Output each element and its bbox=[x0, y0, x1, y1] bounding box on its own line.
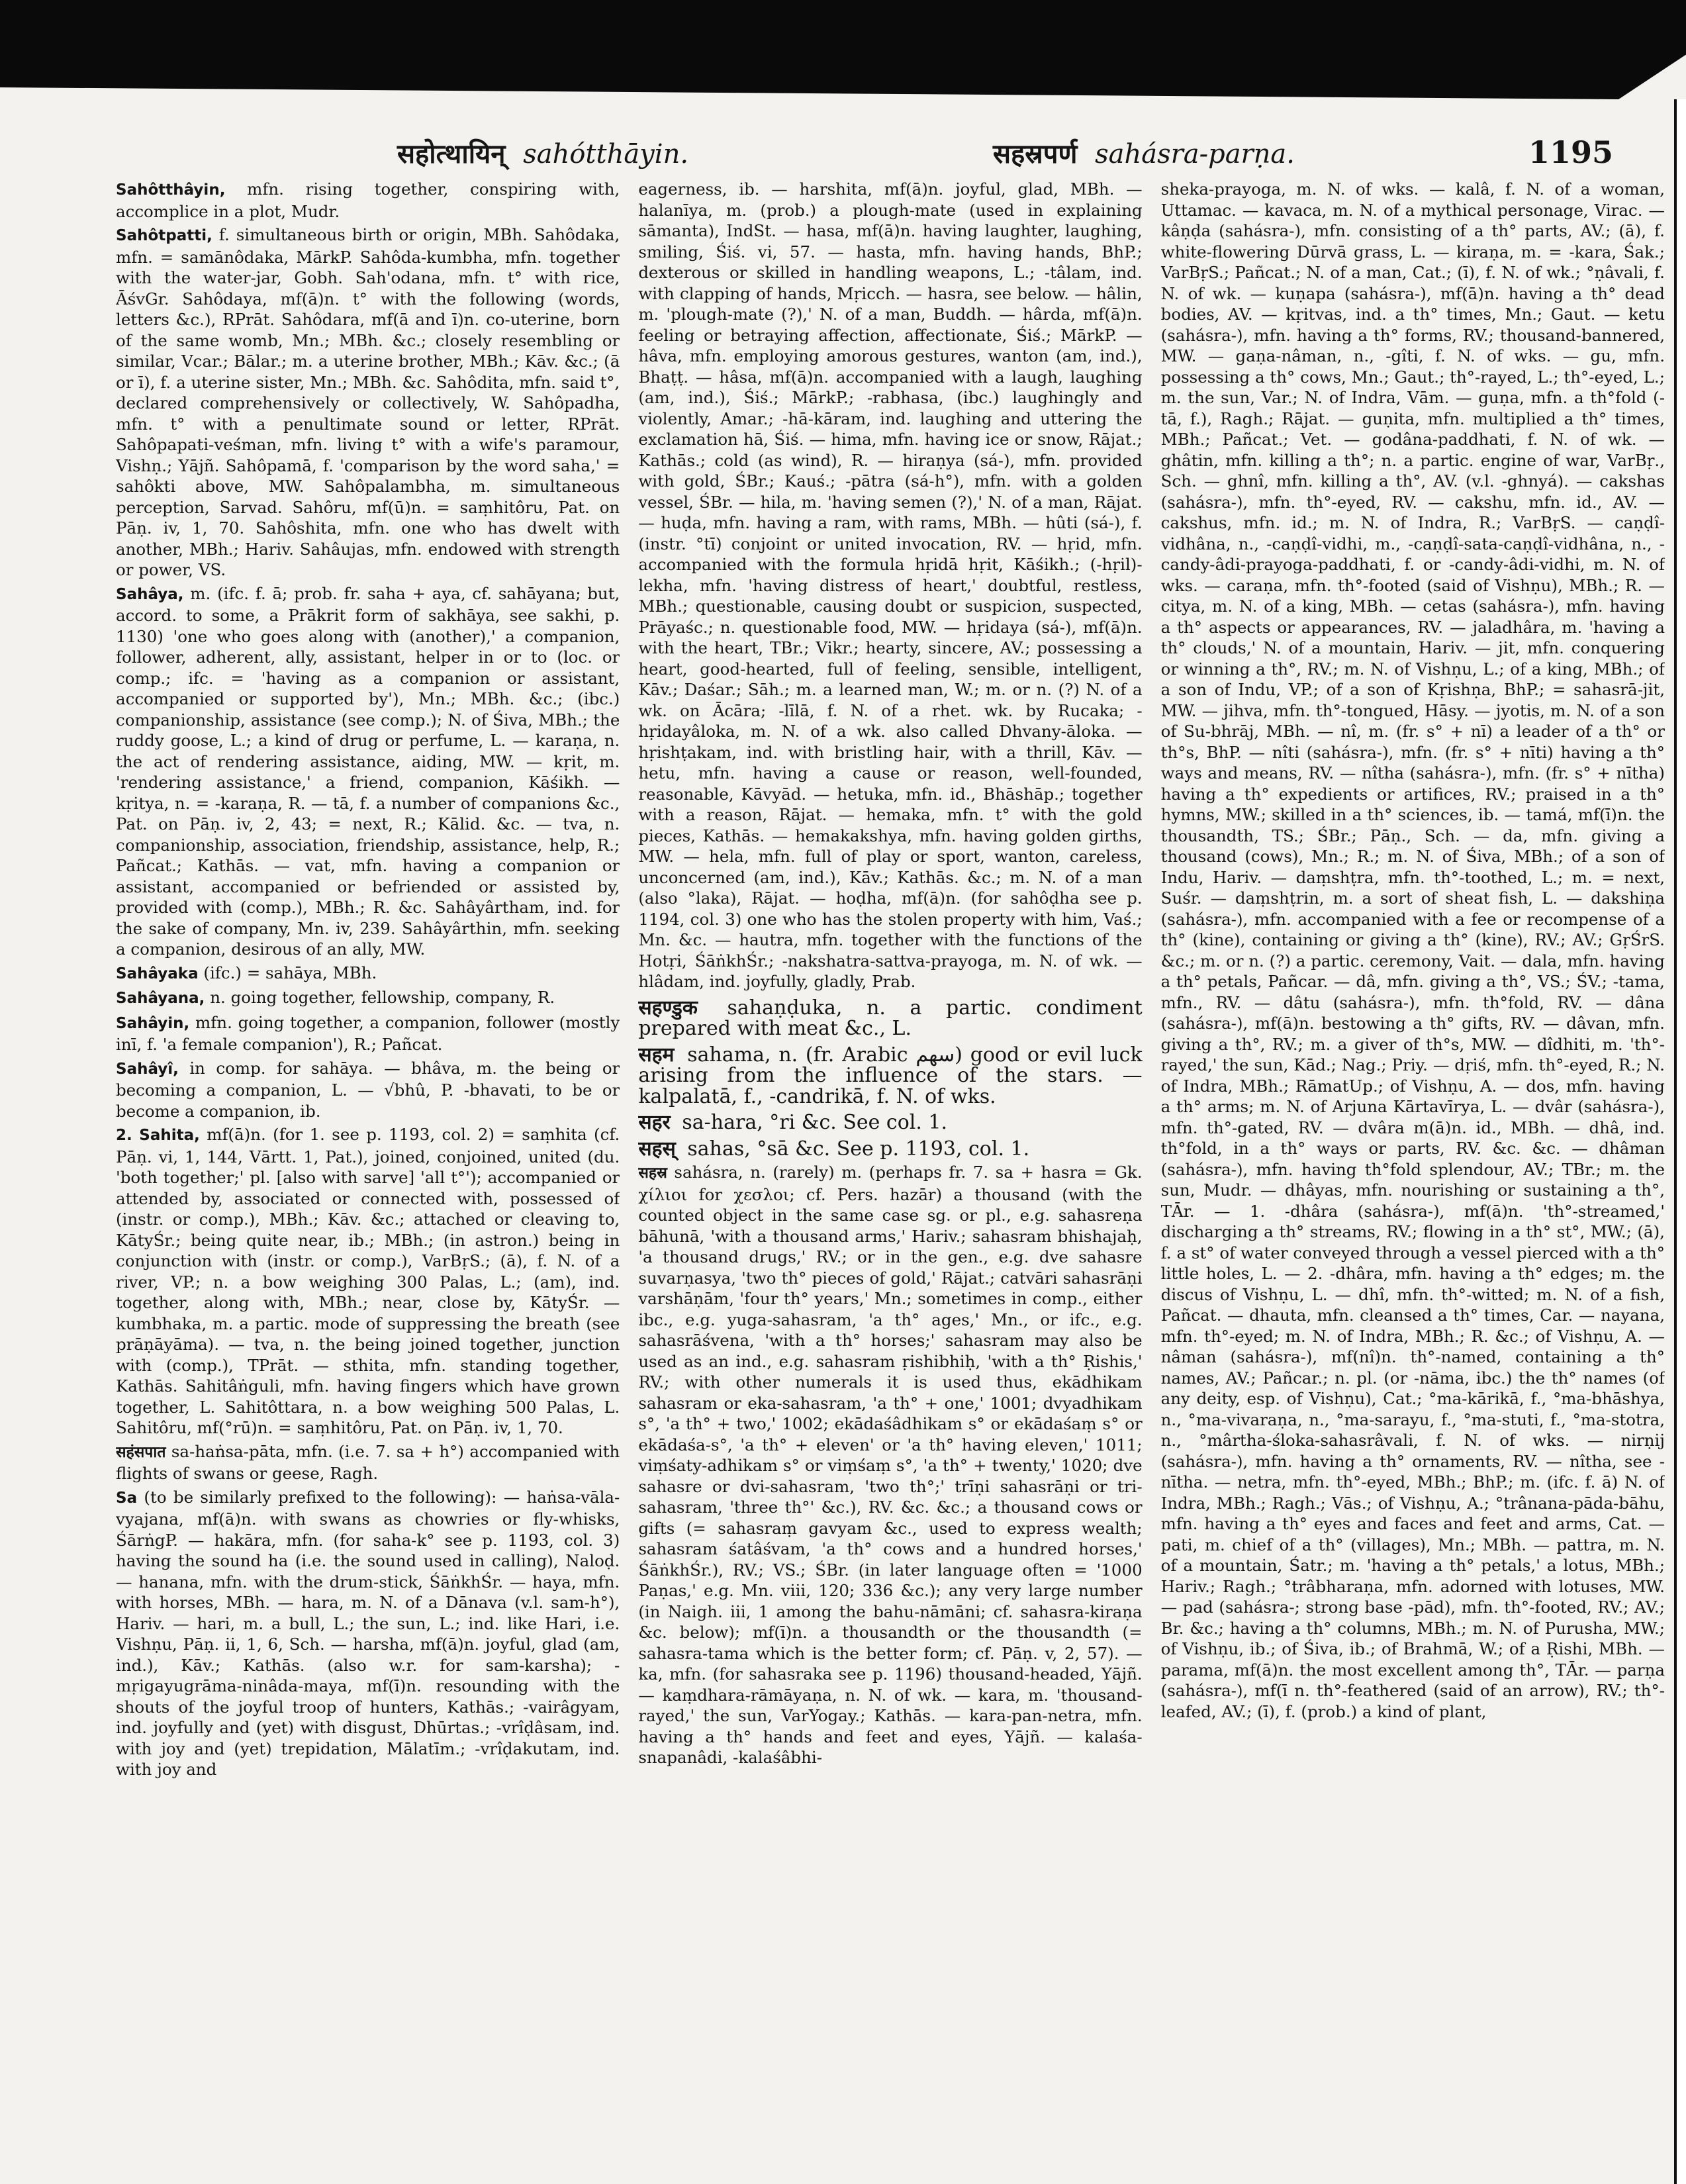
entry-text: sheka-prayoga, m. N. of wks. — kalâ, f. N. of a woman, Uttamac. — kavaca, m. N. of a mythical personage, Virac. — kâṇḍa (sahásra-), mfn. consisting of a th° parts, AV.; (ā), f. white-flowering Dūrvā grass, L. — kiraṇa, m. = -kara, Śak.; VarBṛS.; Pañcat.; N. of a man, Cat.; (ī), f. N. of wk.; °ṇâvali, f. N. of wk. — kuṇapa (sahásra-), mf(ā)n. having a th° dead bodies, AV. — kṛitvas, ind. a th° times, Mn.; Gaut. — ketu (sahásra-), mfn. having a th° forms, RV.; thousand-bannered, MW. — gaṇa-nâman, n., -gîti, f. N. of wks. — gu, mfn. possessing a th° cows, Mn.; Gaut.; th°-rayed, L.; th°-eyed, L.; m. the sun, Var.; N. of Indra, Vām. — guṇa, mfn. a th°fold (-tā, f.), Ragh.; Rājat. — guṇita, mfn. multiplied a th° times, MBh.; Pañcat.; Vet. — godâna-paddhati, f. N. of wk. — ghâtin, mfn. killing a th°; n. a partic. engine of war, VarBṛ., Sch. — ghnî, mfn. killing a th°, AV. (v.l. -ghnyá). — cakshas (sahásra-), mfn. th°-eyed, RV. — cakshu, mfn. id., AV. — cakshus, mfn. id.; m. N. of Indra, R.; VarBṛS. — caṇḍî-vidhâna, n., -caṇḍî-vidhi, m., -caṇḍî-sata-caṇḍî-vidhâna, n., -candy-âdi-prayoga-paddhati, f. or -candy-âdi-vidhi, m. N. of wks. — caraṇa, mfn. th°-footed (said of Vishṇu), MBh.; R. — citya, m. N. of a king, MBh. — cetas (sahásra-), mfn. having a th° aspects or appearances, RV. — jaladhâra, m. 'having a th° clouds,' N. of a mountain, Hariv. — jit, mfn. conquering or winning a th°, RV.; m. N. of Vishṇu, L.; of a king, MBh.; of a son of Indu, VP.; of a son of Kṛishṇa, BhP.; = sahasrā-jit, MW. — jihva, mfn. th°-tongued, Hāsy. — jyotis, m. N. of a son of Su-bhrāj, MBh. — nî, m. (fr. s° + nī) a leader of a th° or th°s, BhP. — nîti (sahásra-), mfn. (fr. s° + nīti) having a th° ways and means, RV. — nîtha (sahásra-), mfn. (fr. s° + nītha) having a th° expedients or artifices, RV.; praised in a th° hymns, MW.; skilled in a th° sciences, ib. — tamá, mf(ī)n. the thousandth, TS.; ŚBr.; Pāṇ., Sch. — da, mfn. giving a thousand (cows), Mn.; R.; m. N. of Śiva, MBh.; of a son of Indu, Hariv. — daṃshṭra, mfn. th°-toothed, L.; m. = next, Suśr. — daṃshṭrin, m. a sort of sheat fish, L. — dakshiṇa (sahásra-), mfn. accompanied with a fee or recompense of a th° (kine), containing or giving a th° (kine), RV.; AV.; GṛŚrS. &c.; m. or n. (?) a partic. ceremony, Vait. — dala, mfn. having a th° petals, Pañcar. — dâ, mfn. giving a th°, VS.; ŚV.; -tama, mfn., RV. — dâtu (sahásra-), mfn. th°fold, RV. — dâna (sahásra-), mf(ā)n. bestowing a th° gifts, RV. — dâvan, mfn. giving a th°, RV.; m. a giver of th°s, MW. — dîdhiti, m. 'th°-rayed,' the sun, Kād.; Nag.; Priy. — dṛiś, mfn. th°-eyed, R.; N. of Indra, MBh.; RāmatUp.; of Vishṇu, A. — dos, mfn. having a th° arms; m. N. of Arjuna Kārtavīrya, L. — dvâr (sahásra-), mfn. th°-gated, RV. — dvâra m(ā)n. id., MBh. — dhâ, ind. th°fold, in a th° ways or parts, RV. &c. &c. — dhâman (sahásra-), mfn. having th°fold splendour, AV.; TBr.; m. the sun, Mudr. — dhâyas, mfn. nourishing or sustaining a th°, TĀr. — 1. -dhâra (sahásra-), mf(ā)n. 'th°-streamed,' discharging a th° streams, RV.; flowing in a th° st°, MW.; (ā), f. a st° of water conveyed through a vessel pierced with a th° little holes, L. — 2. -dhâra, mfn. having a th° edges; m. the discus of Vishṇu, L. — dhî, mfn. th°-witted; m. N. of a fish, Pañcat. — dhauta, mfn. cleansed a th° times, Car. — nayana, mfn. th°-eyed; m. N. of Indra, MBh.; R. &c.; of Vishṇu, A. — nâman (sahásra-), mf(nî)n. th°-named, containing a th° names, AV.; Pañcar.; n. pl. (or -nāma, ibc.) the th° names (of any deity, esp. of Vishṇu), Cat.; °ma-kārikā, f., °ma-bhāshya, n., °ma-vivaraṇa, n., °ma-sarayu, f., °ma-stuti, f., °ma-stotra, n., °mârtha-śloka-sahasrâvali, f. N. of wks. — nirṇij (sahásra-), mfn. having a th° ornaments, RV. — nîtha, see -nītha. — netra, mfn. th°-eyed, MBh.; BhP.; m. (ifc. f. ā) N. of Indra, MBh.; Ragh.; Vās.; of Vishṇu, A.; °trânana-pāda-bāhu, mfn. having a th° eyes and faces and feet and arms, Cat. — pati, m. chief of a th° (villages), Mn.; MBh. — pattra, m. N. of a mountain, Śatr.; m. 'having a th° petals,' a lotus, MBh.; Hariv.; Ragh.; °trâbharaṇa, mfn. adorned with lotuses, MW. — pad (sahásra-; strong base -pād), mfn. th°-footed, RV.; AV.; Br. &c.; having a th° columns, MBh.; m. N. of Purusha, MW.; of Vishṇu, ib.; of Śiva, ib.; of Brahmā, W.; of a Ṛishi, MBh. — parama, mf(ā)n. the most excellent among th°, TĀr. — parṇa (sahásra-), mf(ī n. th°-feathered (said of an arrow), RV.; th°-leafed, AV.; (ī), f. (prob.) a kind of plant, bbox=[1160, 179, 1665, 1721]
dictionary-entry bbox=[116, 179, 620, 222]
entry-headword: सहण्डुक bbox=[638, 996, 698, 1020]
dictionary-entry bbox=[638, 1112, 1142, 1133]
entry-text: n. going together, fellowship, company, R. bbox=[205, 988, 555, 1007]
dictionary-entry bbox=[638, 1139, 1142, 1160]
dictionary-entry bbox=[1161, 179, 1665, 1722]
entry-text: m. (ifc. f. ā; prob. fr. saha + aya, cf. sahāyana; but, accord. to some, a Prākrit form of sakhāya, see sakhi, p. 1130) 'one who goes along with (another),' a companion, follower, adherent, ally, assistant, helper in or to (loc. or comp.; ifc. = 'having as a companion or assistant, accompanied or supported by'), Mn.; MBh. &c.; (ibc.) companionship, assistance (see comp.); N. of Śiva, MBh.; the ruddy goose, L.; a kind of drug or perfume, L. — karaṇa, n. the act of rendering assistance, aiding, MW. — kṛit, m. 'rendering assistance,' a friend, companion, Kāśikh. — kṛitya, n. = -karaṇa, R. — tā, f. a number of companions &c., Pat. on Pāṇ. iv, 2, 43; = next, R.; Kālid. &c. — tva, n. companionship, association, friendship, assistance, help, R.; Pañcat.; Kathās. — vat, mfn. having a companion or assistant, accompanied or befriended or assisted by, provided with (comp.), MBh.; R. &c. Sahâyârtham, ind. for the sake of company, Mn. iv, 239. Sahâyârthin, mfn. seeking a companion, desirous of an ally, MW. bbox=[116, 583, 620, 959]
entry-headword: सहम bbox=[638, 1043, 675, 1067]
dictionary-entry bbox=[116, 1441, 620, 1484]
scan-border-right bbox=[1674, 99, 1686, 2184]
entry-headword: Sahâyin, bbox=[116, 1014, 190, 1032]
entry-headword: सहर bbox=[638, 1111, 671, 1134]
entry-text: sahaṇḍuka, n. a partic. condiment prepared with meat &c., L. bbox=[638, 996, 1143, 1040]
column-2 bbox=[638, 179, 1142, 2165]
entry-text: mfn. rising together, conspiring with, accomplice in a plot, Mudr. bbox=[116, 179, 620, 221]
entry-headword: Sahôtthâyin, bbox=[116, 181, 226, 199]
entry-headword: सहस्र bbox=[638, 1164, 667, 1182]
header-center bbox=[993, 134, 1528, 171]
dictionary-entry bbox=[638, 179, 1142, 992]
entry-text: sahama, n. (fr. Arabic سهم) good or evil luck arising from the influence of the stars. — kalpalatā, f., -candrikā, f. N. of wks. bbox=[638, 1043, 1143, 1108]
entry-headword: Sa bbox=[116, 1489, 138, 1507]
entry-text: sahásra, n. (rarely) m. (perhaps fr. 7. sa + hasra = Gk. χίλιοι for χεσλοι; cf. Pers. hazār) a thousand (with the counted object in the same case sg. or pl., e.g. sahasreṇa bāhunā, 'with a thousand arms,' Hariv.; sahasram bhishajaḥ, 'a thousand drugs,' RV.; or in the gen., e.g. dve sahasre suvarṇasya, 'two th° pieces of gold,' Rājat.; catvāri sahasrāṇi varshāṇām, 'four th° years,' Mn.; sometimes in comp., either ibc., e.g. yuga-sahasram, 'a th° ages,' Mn., or ifc., e.g. sahasrāśvena, 'with a th° horses;' sahasram may also be used as an ind., e.g. sahasram ṛishibhiḥ, 'with a th° Ṛishis,' RV.; with other numerals it is used thus, ekādhikam sahasram or eka-sahasram, 'a th° + one,' 1001; dvyadhikam s°, 'a th° + two,' 1002; ekādaśâdhikam s° or ekādaśaṃ s° or ekādaśa-s°, 'a th° + eleven' or 'a th° having eleven,' 1011; viṃśaty-adhikam s° or viṃśaṃ s°, 'a th° + twenty,' 1020; dve sahasre or dvi-sahasram, 'two th°;' trīṇi sahasrāṇi or tri-sahasram, 'three th°' &c.), RV. &c. &c.; a thousand cows or gifts (= sahasraṃ gavyam &c., used to express wealth; sahasram śatâśvam, 'a th° cows and a hundred horses,' ŚāṅkhŚr.), RV.; VS.; ŚBr. (in later language often = '1000 Paṇas,' e.g. Mn. viii, 120; 336 &c.); any very large number (in Naigh. iii, 1 among the bahu-nāmāni; cf. sahasra-kiraṇa &c. below); mf(ī)n. a thousandth or the thousandth (= sahasra-tama which is the better form; cf. Pāṇ. v, 2, 57). — ka, mfn. (for sahasraka see p. 1196) thousand-headed, Yājñ. — kaṃdhara-rāmāyaṇa, n. N. of wk. — kara, m. 'thousand-rayed,' the sun, VarYogay.; Kathās. — kara-pan-netra, mfn. having a th° hands and feet and eyes, Yājñ. — kalaśa-snapanâdi, -kalaśâbhi- bbox=[638, 1163, 1143, 1767]
column-3 bbox=[1161, 179, 1665, 2165]
entry-text: mfn. going together, a companion, follower (mostly inī, f. 'a female companion'), R.; Pañcat. bbox=[116, 1012, 620, 1054]
dictionary-entry bbox=[116, 1012, 620, 1055]
entry-headword: सहंसपात bbox=[116, 1443, 166, 1461]
entry-headword: Sahâyî, bbox=[116, 1060, 179, 1078]
entry-headword: Sahâya, bbox=[116, 585, 184, 603]
dictionary-entry bbox=[116, 1487, 620, 1780]
column-1 bbox=[116, 179, 620, 2165]
entry-text: sa-haṅsa-pāta, mfn. (i.e. 7. sa + h°) accompanied with flights of swans or geese, Ragh. bbox=[116, 1441, 620, 1483]
entry-headword: सहस् bbox=[638, 1137, 676, 1161]
scan-border-top bbox=[0, 0, 1686, 99]
entry-text: sa-hara, °ri &c. See col. 1. bbox=[675, 1111, 948, 1134]
entry-text: in comp. for sahāya. — bhâva, m. the being or becoming a companion, L. — √bhû, P. -bhavati, to be or become a companion, ib. bbox=[116, 1058, 620, 1121]
entry-headword: Sahâyana, bbox=[116, 990, 205, 1007]
header-center-roman: sahásra-parṇa. bbox=[1095, 138, 1295, 169]
entry-text: f. simultaneous birth or origin, MBh. Sahôdaka, mfn. = samānôdaka, MārkP. Sahôda-kumbha, mfn. together with the water-jar, Gobh. Sah'odana, mfn. t° with rice, ĀśvGr. Sahôdaya, mf(ā)n. t° with the following (words, letters &c.), RPrāt. Sahôdara, mf(ā and ī)n. co-uterine, born of the same womb, Mn.; MBh. &c.; closely resembling or similar, Vcar.; Bālar.; m. a uterine brother, MBh.; Kāv. &c.; (ā or ī), f. a uterine sister, Mn.; MBh. &c. Sahôdita, mfn. said t°, declared comprehensively or collectively, W. Sahôpadha, mfn. t° with a penultimate sound or letter, RPrāt. Sahôpapati-veśman, mfn. living t° with a wife's paramour, Vishṇ.; Yājñ. Sahôpamā, f. 'comparison by the word saha,' = sahôkti above, MW. Sahôpalambha, m. simultaneous perception, Sarvad. Sahôru, mf(ū)n. = saṃhitôru, Pat. on Pāṇ. iv, 1, 70. Sahôshita, mfn. one who has dwelt with another, MBh.; Hariv. Sahâujas, mfn. endowed with strength or power, VS. bbox=[116, 225, 620, 579]
page-number: 1195 bbox=[1528, 134, 1613, 170]
dictionary-entry bbox=[116, 583, 620, 960]
page-header bbox=[397, 126, 1613, 179]
entry-text: (ifc.) = sahāya, MBh. bbox=[198, 963, 377, 982]
header-left-devanagari: सहोत्थायिन् bbox=[397, 138, 506, 169]
header-center-devanagari: सहस्रपर्ण bbox=[993, 138, 1078, 169]
entry-headword: Sahôtpatti, bbox=[116, 227, 212, 244]
dictionary-entry bbox=[116, 963, 620, 985]
entry-text: sahas, °sā &c. See p. 1193, col. 1. bbox=[680, 1137, 1030, 1161]
dictionary-entry bbox=[116, 1124, 620, 1439]
dictionary-entry bbox=[638, 1045, 1142, 1108]
entry-text: (to be similarly prefixed to the following): — haṅsa-vāla-vyajana, mf(ā)n. with swans as chowries or fly-whisks, ŚārṅgP. — hakāra, mfn. (for saha-k° see p. 1193, col. 3) having the sound ha (i.e. the sound used in calling), Naloḍ. — hanana, mfn. with the drum-stick, ŚāṅkhŚr. — haya, mfn. with horses, MBh. — hara, m. N. of a Dānava (v.l. sam-h°), Hariv. — hari, m. a bull, L.; the sun, L.; ind. like Hari, i.e. Vishṇu, Pāṇ. ii, 1, 6, Sch. — harsha, mf(ā)n. joyful, glad (am, ind.), Kāv.; Kathās. (also w.r. for sam-karsha); -mṛigayugrāma-ninâda-maya, mf(ī)n. resounding with the shouts of the joyful troop of hunters, Kathās.; -vairâgyam, ind. joyfully and (yet) with disgust, Dhūrtas.; -vrîḍâsam, ind. with joy and (yet) trepidation, Mālatīm.; -vrîḍakutam, ind. with joy and bbox=[116, 1487, 620, 1779]
dictionary-entry bbox=[638, 1162, 1142, 1768]
dictionary-entry bbox=[116, 224, 620, 581]
header-left bbox=[397, 134, 993, 171]
entry-headword: 2. Sahita, bbox=[116, 1127, 200, 1144]
header-left-roman: sahótthāyin. bbox=[523, 138, 689, 169]
dictionary-entry bbox=[116, 1058, 620, 1122]
dictionary-columns bbox=[116, 179, 1665, 2165]
entry-text: eagerness, ib. — harshita, mf(ā)n. joyful, glad, MBh. — halanīya, m. (prob.) a plough-mate (used in explaining sāmanta), IndSt. — hasa, mf(ā)n. having laughter, laughing, smiling, Śiś. vi, 57. — hasta, mfn. having hands, BhP.; dexterous or skilled in handling weapons, L.; -tâlam, ind. with clapping of hands, Mṛicch. — hasra, see below. — hâlin, m. 'plough-mate (?),' N. of a man, Buddh. — hârda, mf(ā)n. feeling or betraying affection, affectionate, Śiś.; MārkP. — hâva, mfn. employing amorous gestures, wanton (am, ind.), Bhaṭṭ. — hâsa, mf(ā)n. accompanied with a laugh, laughing (am, ind.), Śiś.; MārkP.; -rabhasa, (ibc.) laughingly and violently, Amar.; -hā-kāram, ind. laughing and uttering the exclamation hā, Śiś. — hima, mfn. having ice or snow, Rājat.; Kathās.; cold (as wind), R. — hiraṇya (sá-), mfn. provided with gold, ŚBr.; Kauś.; -pātra (sá-h°), mfn. with a golden vessel, ŚBr. — hila, m. 'having semen (?),' N. of a man, Rājat. — huḍa, mfn. having a ram, with rams, MBh. — hûti (sá-), f. (instr. °tī) conjoint or united invocation, RV. — hṛid, mfn. accompanied with the formula hṛidā hṛit, Kāśikh.; (-hṛil)-lekha, mfn. 'having distress of heart,' doubtful, restless, MBh.; questionable, causing doubt or suspicion, suspected, Prāyaśc.; n. questionable food, MW. — hṛidaya (sá-), mf(ā)n. with the heart, TBr.; Vikr.; hearty, sincere, AV.; possessing a heart, good-hearted, full of feeling, sensible, intelligent, Kāv.; Daśar.; Sāh.; m. a learned man, W.; m. or n. (?) N. of a wk. on Ācāra; -līlā, f. N. of a rhet. wk. by Rucaka; -hṛidayâloka, m. N. of a wk. also called Dhvany-āloka. — hṛishṭakam, ind. with bristling hair, with a thrill, Kāv. — hetu, mfn. having a cause or reason, well-founded, reasonable, Kāvyād. — hetuka, mfn. id., Bhāshāp.; together with a reason, Rājat. — hemaka, mfn. t° with the gold pieces, Kathās. — hemakakshya, mfn. having golden girths, MW. — hela, mfn. full of play or sport, wanton, careless, unconcerned (am, ind.), Kāv.; Kathās. &c.; m. N. of a man (also °laka), Rājat. — hoḍha, mf(ā)n. (for sahôḍha see p. 1194, col. 3) one who has the stolen property with him, Vaś.; Mn. &c. — hautra, mfn. together with the functions of the Hotṛi, ŚāṅkhŚr.; -nakshatra-sattva-prayoga, m. N. of wk. — hlâdam, ind. joyfully, gladly, Prab. bbox=[638, 179, 1143, 991]
entry-text: mf(ā)n. (for 1. see p. 1193, col. 2) = saṃhita (cf. Pāṇ. vi, 1, 144, Vārtt. 1, Pat.), joined, conjoined, united (du. 'both together;' pl. [also with sarve] 'all t°'); accompanied or attended by, associated or connected with, possessed of (instr. or comp.), MBh.; Kāv. &c.; attached or cleaving to, KātyŚr.; being quite near, ib.; MBh.; (in astron.) being in conjunction with (instr. or comp.), VarBṛS.; (ā), f. N. of a river, VP.; n. a bow weighing 300 Palas, L.; (am), ind. together, along with, MBh.; near, close by, KātyŚr. — kumbhaka, m. a partic. mode of suppressing the breath (see prāṇāyāma). — tva, n. the being joined together, junction with (comp.), TPrāt. — sthita, mfn. standing together, Kathās. Sahitâṅguli, mfn. having fingers which have grown together, L. Sahitôttara, n. a bow weighing 500 Palas, L. Sahitôru, mf(°rū)n. = saṃhitôru, Pat. on Pāṇ. iv, 1, 70. bbox=[116, 1125, 620, 1437]
entry-headword: Sahâyaka bbox=[116, 965, 199, 982]
dictionary-entry bbox=[116, 987, 620, 1010]
dictionary-entry bbox=[638, 998, 1142, 1039]
